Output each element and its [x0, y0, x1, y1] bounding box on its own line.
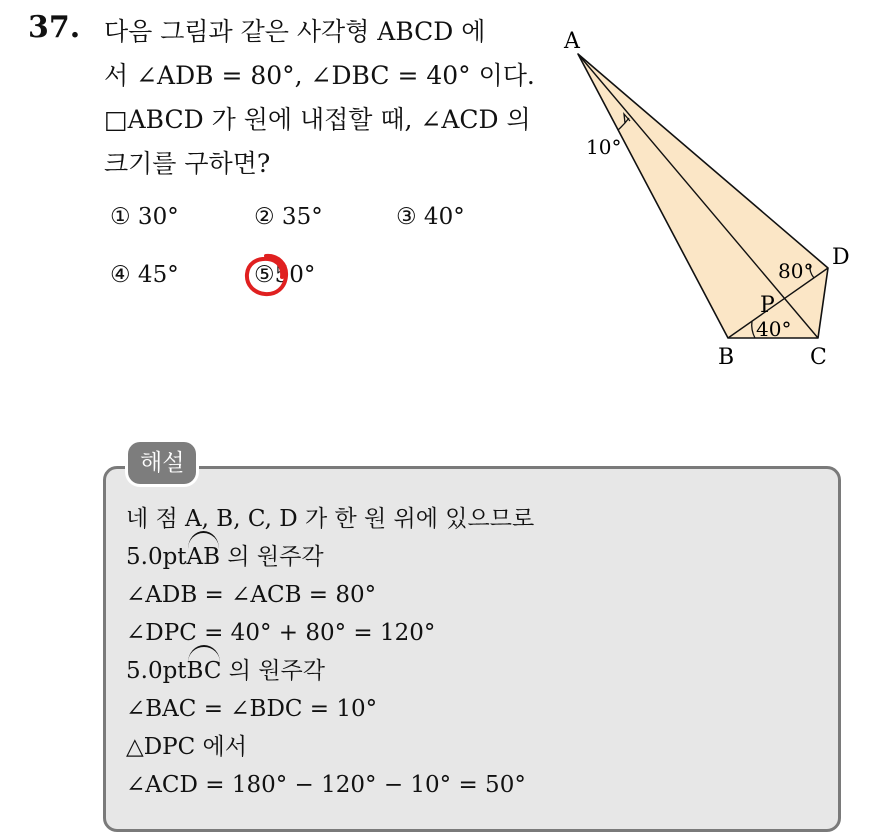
- solution-line: [126, 652, 534, 690]
- choice-3[interactable]: ③ 40°: [396, 204, 465, 230]
- angle-label-d: 80°: [778, 259, 814, 283]
- question-line: 서 ∠ADB = 80°, ∠DBC = 40° 이다.: [104, 61, 535, 90]
- solution-suffix: 의 원주각: [220, 544, 324, 570]
- answer-circle-icon: [242, 252, 290, 298]
- solution-prefix: 5.0pt: [126, 544, 187, 570]
- label-b: B: [718, 345, 735, 370]
- solution-line: △DPC 에서: [126, 734, 247, 760]
- angle-label-a: 10°: [586, 135, 622, 159]
- choice-2[interactable]: ② 35°: [254, 204, 323, 230]
- solution-line: 네 점 A, B, C, D 가 한 원 위에 있으므로: [126, 506, 535, 532]
- label-p: P: [760, 293, 775, 318]
- solution-line: ∠ACD = 180° − 120° − 10° = 50°: [126, 772, 526, 798]
- choice-5-marker: ⑤: [254, 262, 275, 288]
- choice-5-value: 50°: [274, 262, 316, 288]
- choice-4[interactable]: ④ 45°: [110, 262, 179, 288]
- arc-ab: AB: [187, 538, 221, 576]
- question-number: 37.: [28, 10, 81, 45]
- quadrilateral-figure: [560, 20, 860, 380]
- solution-line: ∠DPC = 40° + 80° = 120°: [126, 620, 436, 646]
- solution-text: [126, 500, 534, 804]
- quadrilateral-abcd: [578, 54, 828, 338]
- question-line: 다음 그림과 같은 사각형 ABCD 에: [104, 17, 486, 46]
- arc-bc: BC: [187, 652, 222, 690]
- solution-line: [126, 538, 534, 576]
- solution-badge: 해설: [128, 442, 196, 484]
- label-a: A: [564, 29, 580, 54]
- question-line: 크기를 구하면?: [104, 149, 271, 178]
- solution-prefix: 5.0pt: [126, 658, 187, 684]
- label-c: C: [810, 345, 827, 370]
- diagonal-ac: [578, 54, 818, 338]
- label-d: D: [832, 245, 850, 270]
- question-text: [104, 10, 534, 186]
- solution-line: ∠BAC = ∠BDC = 10°: [126, 696, 378, 722]
- solution-line: ∠ADB = ∠ACB = 80°: [126, 582, 377, 608]
- angle-label-p: 40°: [756, 317, 792, 341]
- solution-suffix: 의 원주각: [221, 658, 325, 684]
- question-line: □ABCD 가 원에 내접할 때, ∠ACD 의: [104, 105, 531, 134]
- choice-1[interactable]: ① 30°: [110, 204, 179, 230]
